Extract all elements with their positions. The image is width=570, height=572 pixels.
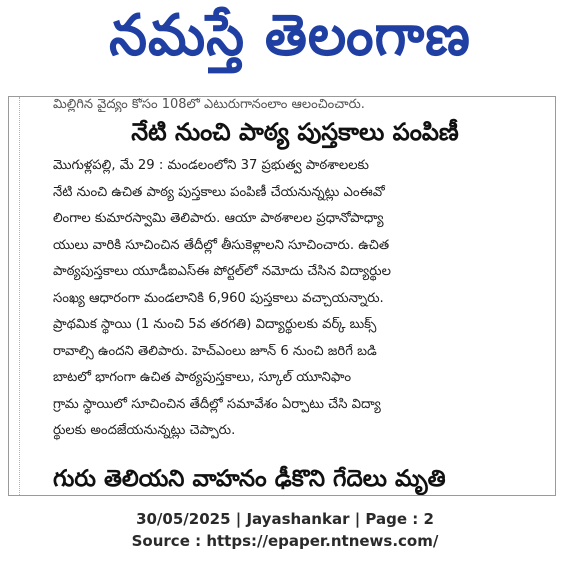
article-headline: నేటి నుంచి పాఠ్య పుస్తకాలు పంపిణీ bbox=[131, 118, 459, 146]
article-line: మొగుళ్లపల్లి, మే 29 : మండలంలోని 37 ప్రభుత్వ పాఠశాలలకు bbox=[53, 158, 369, 173]
article-line: ప్రాథమిక స్థాయి (1 నుంచి 5వ తరగతి) విద్యార్థులకు వర్క్ బుక్స్ bbox=[53, 317, 377, 332]
article-line: బాటలో భాగంగా ఉచిత పాఠ్యపుస్తకాలు, స్కూల్ యూనిఫాం bbox=[53, 370, 352, 385]
article-line: ర్థులకు అందజేయనున్నట్లు చెప్పారు. bbox=[53, 423, 236, 438]
newspaper-logo-title: నమస్తే తెలంగాణ bbox=[109, 1, 471, 68]
next-article-headline: గురు తెలియని వాహనం ఢీకొని గేదెలు మృతి bbox=[53, 466, 446, 492]
article-line: యులు వారికి సూచించిన తేదీల్లో తీసుకెళ్లాలని సూచించారు. ఉచిత bbox=[53, 237, 390, 253]
clipping-footer bbox=[0, 508, 570, 552]
article-line: సంఖ్య ఆధారంగా మండలానికి 6,960 పుస్తకాలు వచ్చాయన్నారు. bbox=[53, 290, 384, 306]
article-clipping bbox=[8, 96, 556, 496]
column-divider bbox=[9, 97, 20, 495]
article-line: పాఠ్యపుస్తకాలు యూడీఐఎస్ఈ పోర్టల్‌లో నమోదు చేసిన విద్యార్థుల bbox=[53, 264, 391, 279]
previous-article-cut-line: మిల్లిగిన వైద్యం కోసం 108లో ఎటురుగానంలాం ఆలంచించారు. bbox=[53, 98, 365, 112]
article-body bbox=[53, 153, 535, 473]
article-line: గ్రామ స్థాయిలో సూచించిన తేదీల్లో సమావేశం ఏర్పాటు చేసి విద్యా bbox=[53, 396, 381, 412]
publication-meta: 30/05/2025 | Jayashankar | Page : 2 bbox=[136, 510, 434, 528]
masthead bbox=[80, 0, 500, 84]
source-link[interactable]: Source : https://epaper.ntnews.com/ bbox=[131, 532, 439, 550]
article-line: నేటి నుంచి ఉచిత పాఠ్య పుస్తకాలు పంపిణీ చేయనున్నట్లు ఎంఈవో bbox=[53, 184, 385, 200]
article-line: లింగాల కుమారస్వామి తెలిపారు. ఆయా పాఠశాలల ప్రధానోపాధ్యా bbox=[53, 211, 384, 226]
article-line: రావాల్సి ఉందని తెలిపారు. హెచ్‌ఎంలు జూన్ 6 నుంచి జరిగే బడి bbox=[53, 343, 377, 359]
